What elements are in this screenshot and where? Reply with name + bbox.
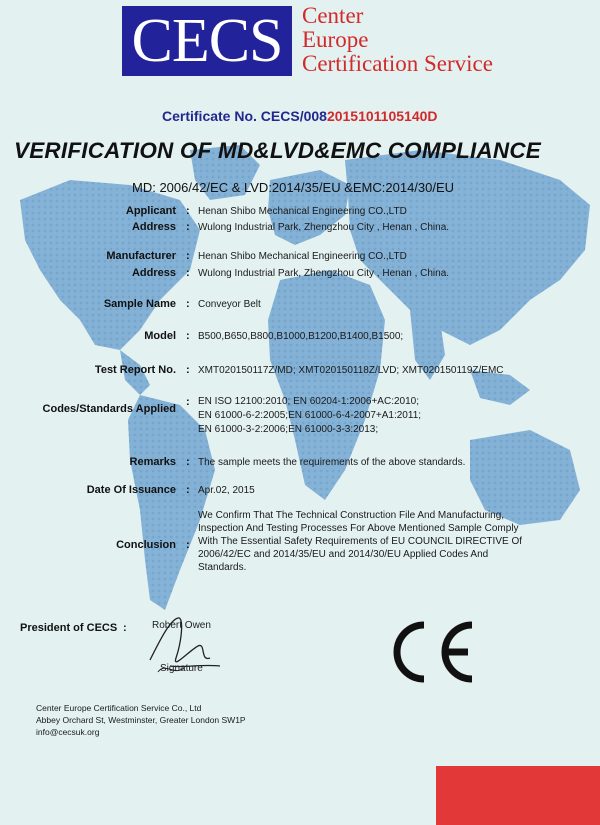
- org-name-line2: Europe: [302, 27, 369, 52]
- colon: :: [186, 330, 190, 342]
- page-title: VERIFICATION OF MD&LVD&EMC COMPLIANCE: [14, 138, 541, 163]
- president-colon: :: [123, 622, 127, 634]
- test-report-label: Test Report No.: [94, 364, 176, 376]
- footer-company: Center Europe Certification Service Co., Ltd: [36, 703, 202, 713]
- colon: :: [186, 298, 190, 310]
- test-report-value: XMT020150117Z/MD; XMT020150118Z/LVD; XMT020150119Z/EMC: [198, 365, 504, 376]
- applicant-address-value: Wulong Industrial Park, Zhengzhou City , Henan , China.: [198, 222, 450, 233]
- ce-mark-icon: [388, 617, 478, 687]
- colon: :: [186, 267, 190, 279]
- applicant-label: Applicant: [125, 205, 176, 217]
- colon: :: [186, 250, 190, 262]
- model-label: Model: [144, 330, 176, 342]
- applicant-value: Henan Shibo Mechanical Engineering CO.,LTD: [198, 206, 407, 217]
- applicant-address-label: Address: [131, 221, 176, 233]
- certificate-number-label: Certificate No. CECS/008: [162, 108, 327, 124]
- model-value: B500,B650,B800,B1000,B1200,B1400,B1500;: [198, 331, 404, 342]
- directives-line: MD: 2006/42/EC & LVD:2014/35/EU &EMC:2014/30/EU: [132, 180, 455, 195]
- manufacturer-value: Henan Shibo Mechanical Engineering CO.,LTD: [198, 251, 407, 262]
- president-label: President of CECS: [20, 622, 118, 634]
- footer-email: info@cecsuk.org: [36, 727, 100, 737]
- date-of-issuance-value: Apr.02, 2015: [198, 485, 255, 496]
- manufacturer-label: Manufacturer: [106, 250, 176, 262]
- org-name-line1: Center: [302, 3, 364, 28]
- codes-label: Codes/Standards Applied: [42, 403, 176, 415]
- conclusion-label: Conclusion: [116, 539, 176, 551]
- certificate-number-red: 2015101105140D: [326, 108, 438, 124]
- sample-name-value: Conveyor Belt: [198, 299, 261, 310]
- colon: :: [186, 364, 190, 376]
- red-corner-bar: [436, 766, 600, 825]
- codes-line-2: EN 61000-6-2:2005;EN 61000-6-4-2007+A1:2011;: [198, 410, 422, 421]
- manufacturer-address-value: Wulong Industrial Park, Zhengzhou City , Henan , China.: [198, 268, 450, 279]
- manufacturer-address-label: Address: [131, 267, 176, 279]
- conclusion-value: We Confirm That The Technical Construction File And Manufacturing, Inspection And Testing Processes For Above Mentioned Sample Comply With The Essential Safety Requirements of EU COUNCIL DIRECTIVE Of 2006/42/EC and 2014/35/EU and 2014/30/EU Applied Codes And Standards.: [198, 510, 522, 573]
- colon: :: [186, 396, 190, 408]
- date-of-issuance-label: Date Of Issuance: [86, 484, 176, 496]
- colon: :: [186, 484, 190, 496]
- codes-line-3: EN 61000-3-2:2006;EN 61000-3-3:2013;: [198, 424, 379, 435]
- footer-address: Abbey Orchard St, Westminster, Greater London SW1P: [36, 715, 246, 725]
- colon: :: [186, 539, 190, 551]
- colon: :: [186, 456, 190, 468]
- president-name: Robert Owen: [152, 620, 211, 631]
- codes-line-1: EN ISO 12100:2010; EN 60204-1:2006+AC:2010;: [198, 396, 419, 407]
- cecs-logo: CECS: [122, 6, 292, 76]
- sample-name-label: Sample Name: [103, 298, 176, 310]
- colon: :: [186, 205, 190, 217]
- remarks-label: Remarks: [129, 456, 176, 468]
- remarks-value: The sample meets the requirements of the above standards.: [198, 457, 466, 468]
- org-name-line3: Certification Service: [302, 51, 493, 76]
- colon: :: [186, 221, 190, 233]
- signature-label: Signature: [160, 663, 203, 674]
- certificate-number: [162, 108, 438, 124]
